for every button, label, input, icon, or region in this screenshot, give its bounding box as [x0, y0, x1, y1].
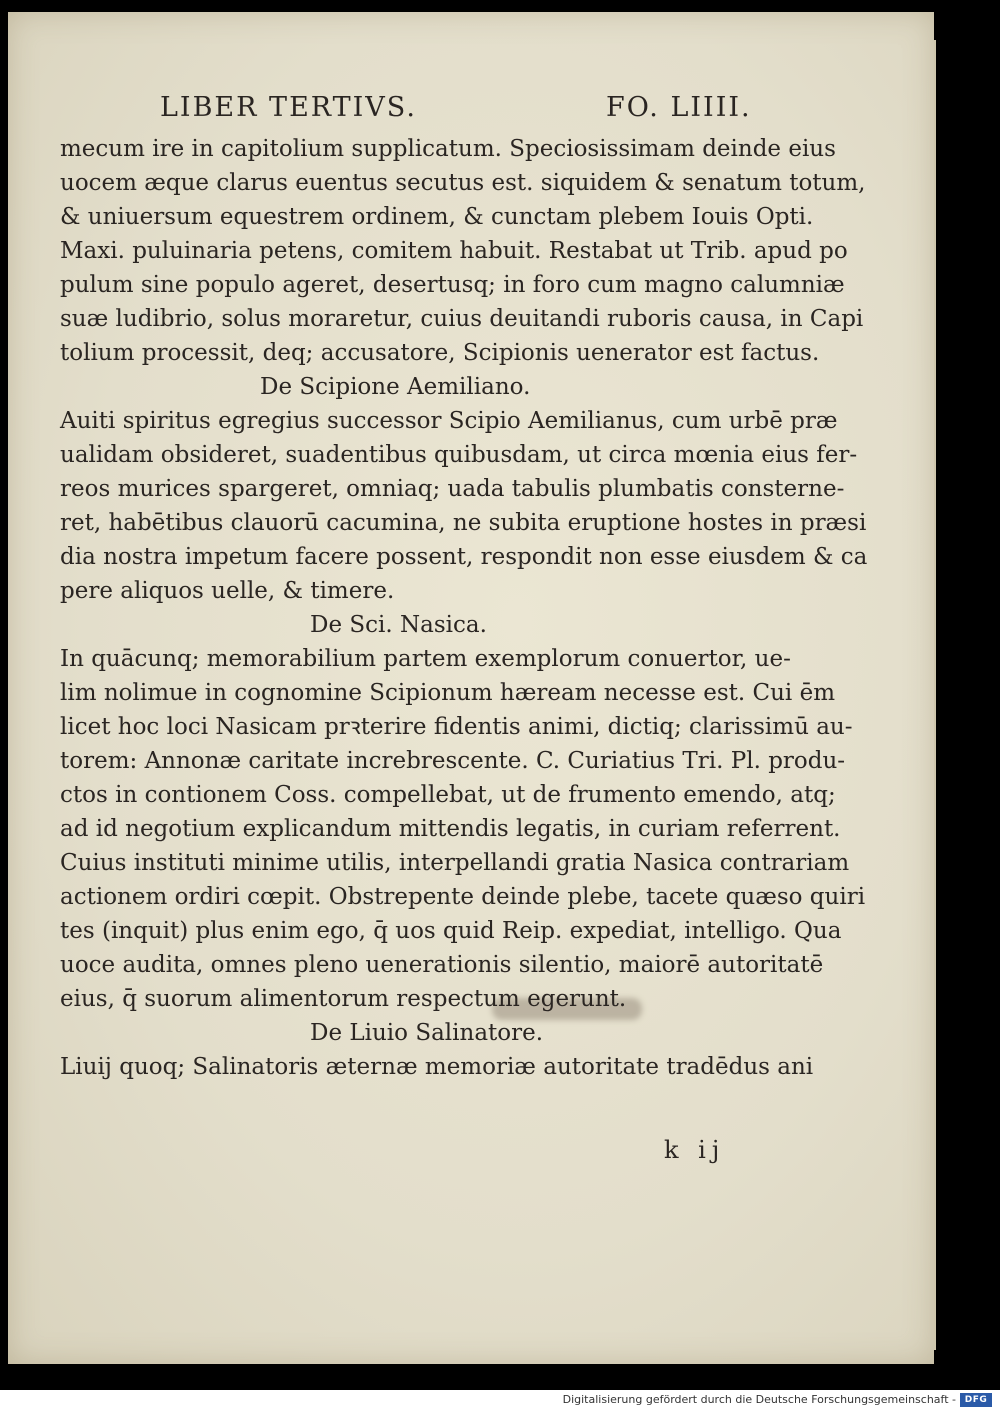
text-line: eius, q̄ suorum alimentorum respectum egerunt. — [60, 986, 627, 1012]
text-line: reos murices spargeret, omniaq; uada tabulis plumbatis consterne- — [60, 476, 845, 502]
text-line: Maxi. puluinaria petens, comitem habuit. Restabat ut Trib. apud po — [60, 238, 848, 264]
footer-bar — [0, 1390, 1000, 1411]
text-line: ad id negotium explicandum mittendis legatis, in curiam referrent. — [60, 816, 841, 842]
section-heading: De Liuio Salinatore. — [310, 1020, 544, 1046]
text-line: suæ ludibrio, solus moraretur, cuius deuitandi ruboris causa, in Capi — [60, 306, 864, 332]
text-line: ctos in contionem Coss. compellebat, ut de frumento emendo, atq; — [60, 782, 836, 808]
section-heading: De Scipione Aemiliano. — [260, 374, 531, 400]
text-line: pere aliquos uelle, & timere. — [60, 578, 395, 604]
text-line: & uniuersum equestrem ordinem, & cunctam plebem Iouis Opti. — [60, 204, 814, 230]
text-line: licet hoc loci Nasicam prꝛterire fidentis animi, dictiq; clarissimū au- — [60, 714, 853, 740]
running-head — [60, 92, 770, 132]
funding-notice: Digitalisierung gefördert durch die Deutsche Forschungsgemeinschaft - — [562, 1393, 956, 1406]
text-line: In quācunq; memorabilium partem exemplorum conuertor, ue- — [60, 646, 791, 672]
text-line: ret, habētibus clauorū cacumina, ne subita eruptione hostes in præsi — [60, 510, 867, 536]
section-heading: De Sci. Nasica. — [310, 612, 487, 638]
text-line: lim nolimue in cognomine Scipionum hæream necesse est. Cui ēm — [60, 680, 836, 706]
text-line: Auiti spiritus egregius successor Scipio Aemilianus, cum urbē præ — [60, 408, 838, 434]
text-line: torem: Annonæ caritate increbrescente. C. Curiatius Tri. Pl. produ- — [60, 748, 846, 774]
text-block — [60, 92, 868, 1084]
running-title: LIBER TERTIVS. — [160, 92, 417, 123]
body-text — [60, 132, 868, 1084]
book-page — [8, 12, 934, 1364]
folio-number: FO. LIIII. — [606, 92, 752, 123]
text-line: dia nostra impetum facere possent, respondit non esse eiusdem & ca — [60, 544, 868, 570]
text-line: tes (inquit) plus enim ego, q̄ uos quid Reip. expediat, intelligo. Qua — [60, 918, 842, 944]
text-line: actionem ordiri cœpit. Obstrepente deinde plebe, tacete quæso quiri — [60, 884, 866, 910]
signature-mark: k ij — [664, 1136, 726, 1164]
text-line: mecum ire in capitolium supplicatum. Speciosissimam deinde eius — [60, 136, 836, 162]
text-line: ualidam obsideret, suadentibus quibusdam, ut circa mœnia eius fer- — [60, 442, 858, 468]
text-line: Cuius instituti minime utilis, interpellandi gratia Nasica contrariam — [60, 850, 850, 876]
dfg-logo: DFG — [960, 1393, 992, 1407]
text-line: tolium processit, deq; accusatore, Scipionis uenerator est factus. — [60, 340, 820, 366]
text-line: Liuij quoq; Salinatoris æternæ memoriæ autoritate tradēdus ani — [60, 1054, 814, 1080]
text-line: uocem æque clarus euentus secutus est. siquidem & senatum totum, — [60, 170, 866, 196]
text-line: pulum sine populo ageret, desertusq; in foro cum magno calumniæ — [60, 272, 845, 298]
text-line: uoce audita, omnes pleno uenerationis silentio, maiorē autoritatē — [60, 952, 824, 978]
